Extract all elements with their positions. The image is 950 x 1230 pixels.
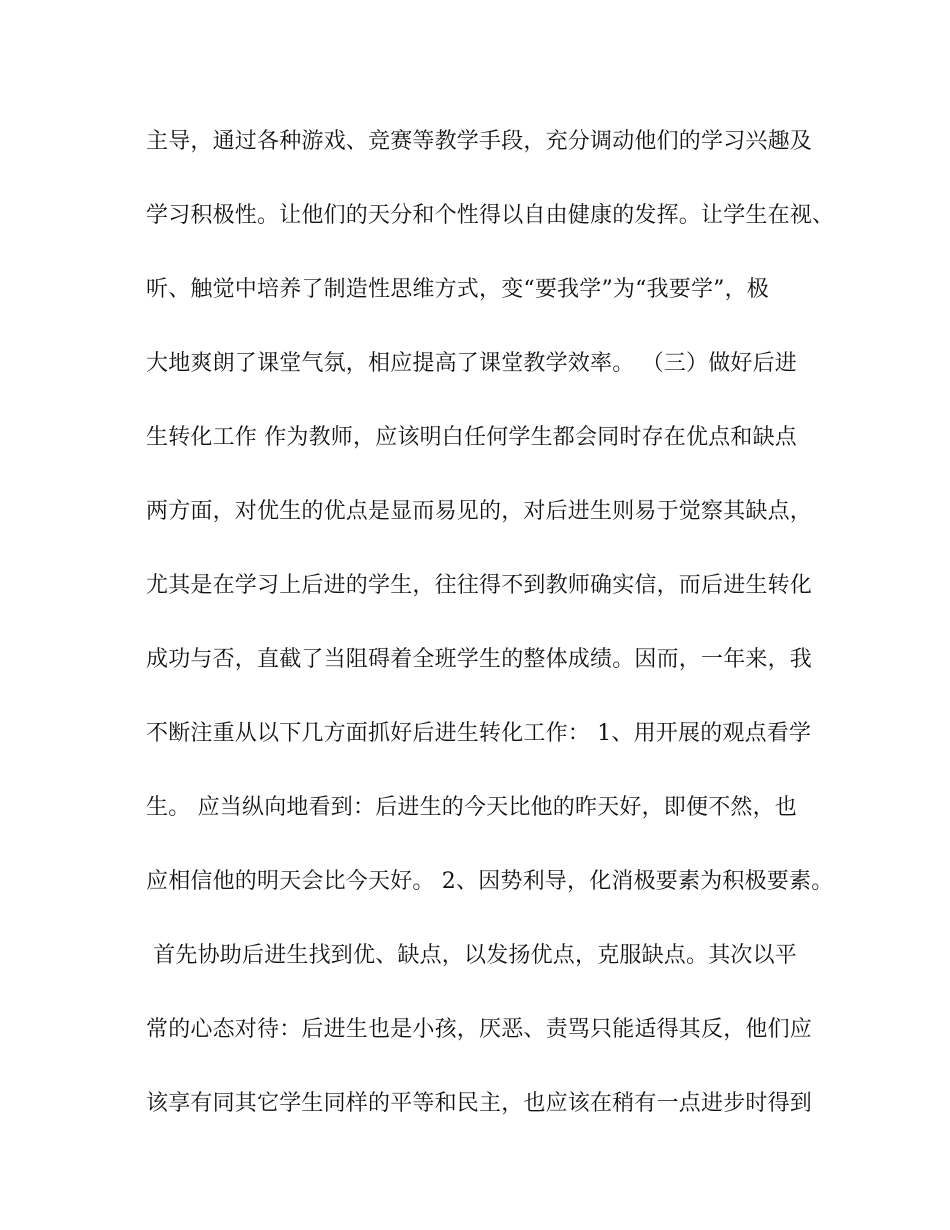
text-line: 生。 应当纵向地看到：后进生的今天比他的昨天好，即便不然，也 (146, 795, 797, 820)
text-line: 大地爽朗了课堂气氛，相应提高了课堂教学效率。 （三）做好后进 (146, 351, 797, 376)
text-line: 不断注重从以下几方面抓好后进生转化工作： 1、用开展的观点看学 (146, 721, 812, 746)
text-line: 尤其是在学习上后进的学生，往往得不到教师确实信，而后进生转化 (146, 573, 813, 598)
text-line: 首先协助后进生找到优、缺点，以发扬优点，克服缺点。其次以平 (146, 943, 797, 968)
text-line: 听、触觉中培养了制造性思维方式，变“要我学”为“我要学”，极 (146, 277, 769, 302)
text-line: 主导，通过各种游戏、竞赛等教学手段，充分调动他们的学习兴趣及 (146, 129, 813, 154)
text-line: 该享有同其它学生同样的平等和民主，也应该在稍有一点进步时得到 (146, 1091, 813, 1116)
text-line: 应相信他的明天会比今天好。 2、因势利导，化消极要素为积极要素。 (146, 869, 834, 894)
text-line: 两方面，对优生的优点是显而易见的，对后进生则易于觉察其缺点， (146, 499, 813, 524)
text-line: 生转化工作 作为教师，应该明白任何学生都会同时存在优点和缺点 (146, 425, 797, 450)
text-line: 学习积极性。让他们的天分和个性得以自由健康的发挥。让学生在视、 (146, 203, 835, 228)
text-line: 成功与否，直截了当阻碍着全班学生的整体成绩。因而，一年来，我 (146, 647, 813, 672)
text-line: 常的心态对待：后进生也是小孩，厌恶、责骂只能适得其反，他们应 (146, 1017, 813, 1042)
